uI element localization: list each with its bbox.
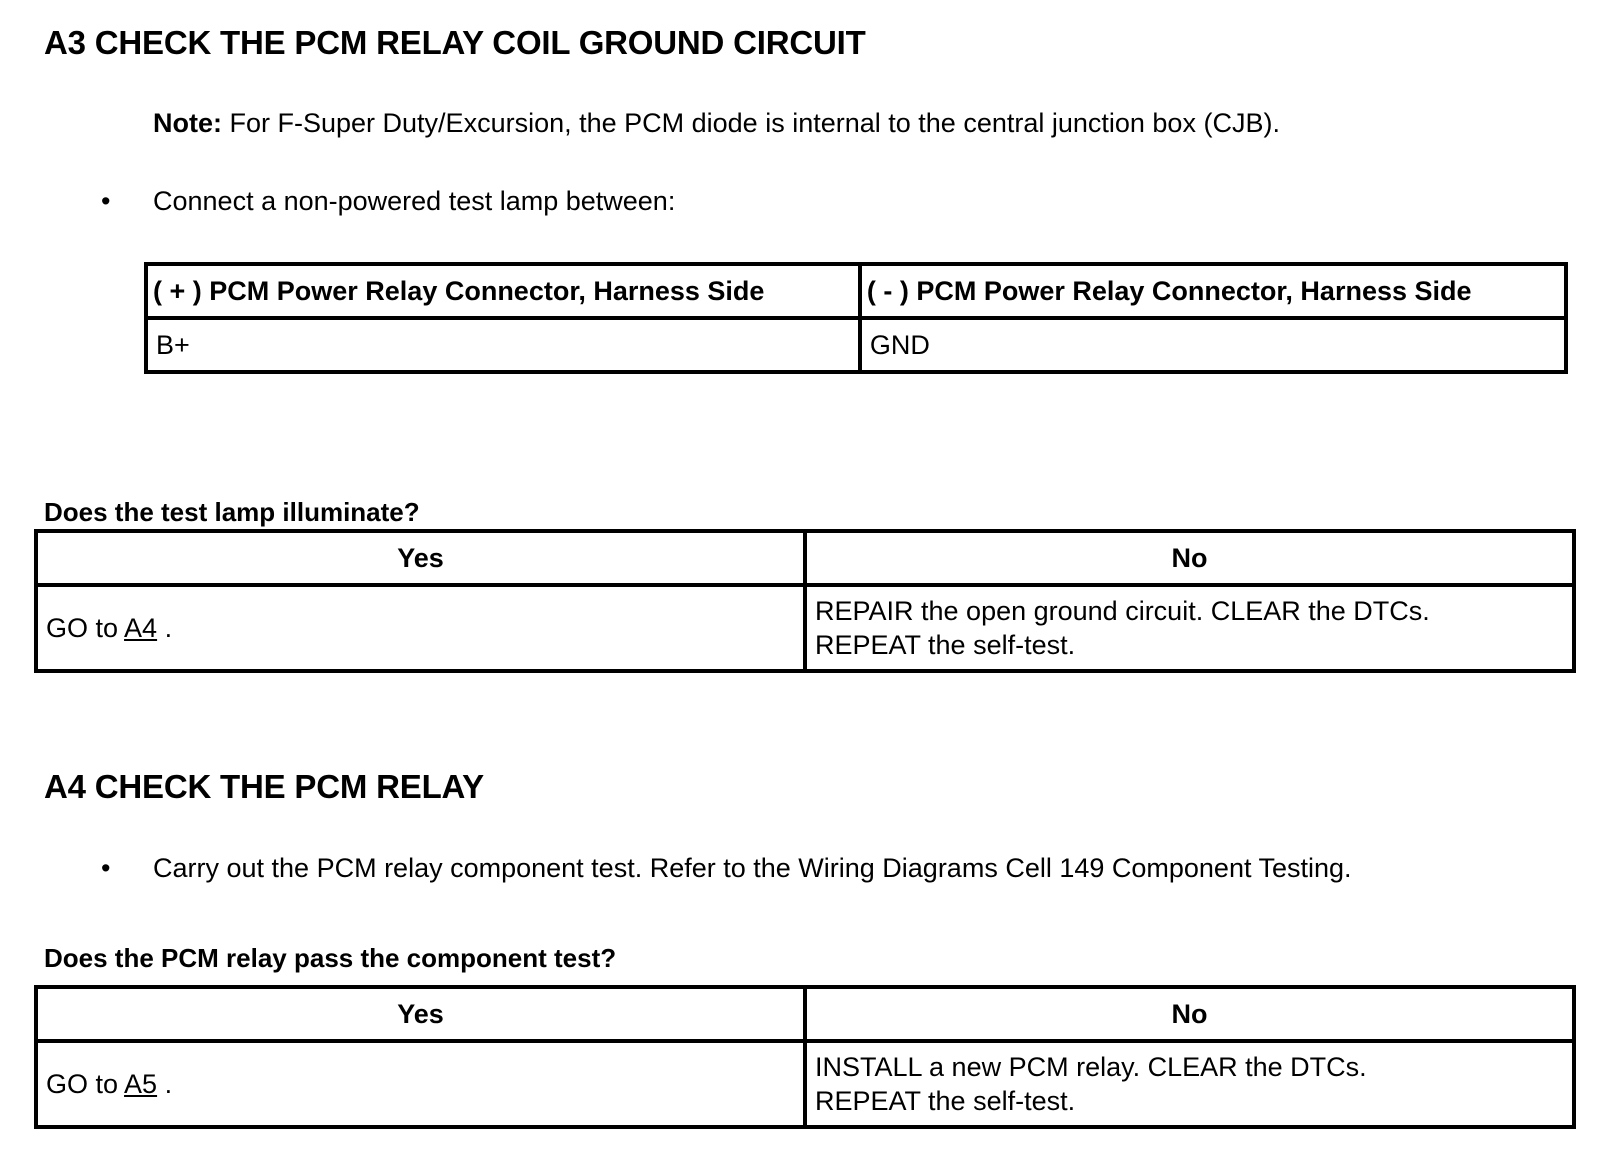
- bullet-icon: •: [101, 853, 111, 883]
- no-header: No: [805, 987, 1574, 1041]
- result-table-a4: [34, 985, 1576, 1129]
- table-row: [36, 585, 1574, 671]
- bullet-icon: •: [101, 186, 111, 216]
- table-row: [36, 1041, 1574, 1127]
- no-line-2: REPEAT the self-test.: [815, 1086, 1076, 1116]
- table-cell-positive: B+: [146, 318, 860, 372]
- link-a5[interactable]: A5: [124, 1069, 158, 1099]
- question-a4: Does the PCM relay pass the component test?: [44, 943, 617, 973]
- yes-cell: [36, 585, 805, 671]
- yes-header: Yes: [36, 531, 805, 585]
- no-line-1: INSTALL a new PCM relay. CLEAR the DTCs.: [815, 1052, 1367, 1082]
- bullet-connect-lamp: [101, 186, 676, 217]
- no-cell: [805, 1041, 1574, 1127]
- bullet-text: Carry out the PCM relay component test. Refer to the Wiring Diagrams Cell 149 Component Testing.: [153, 853, 1352, 883]
- section-a3-title: A3 CHECK THE PCM RELAY COIL GROUND CIRCUIT: [44, 24, 866, 61]
- no-line-1: REPAIR the open ground circuit. CLEAR the DTCs.: [815, 596, 1430, 626]
- yes-header: Yes: [36, 987, 805, 1041]
- table-row: [36, 987, 1574, 1041]
- link-a4[interactable]: A4: [124, 613, 158, 643]
- no-header: No: [805, 531, 1574, 585]
- yes-prefix: GO to: [46, 1069, 125, 1099]
- note-text: For F-Super Duty/Excursion, the PCM diode is internal to the central junction box (CJB).: [222, 108, 1280, 138]
- note-paragraph: [153, 108, 1280, 139]
- bullet-text: Connect a non-powered test lamp between:: [153, 186, 676, 216]
- no-line-2: REPEAT the self-test.: [815, 630, 1076, 660]
- table-header-negative: ( - ) PCM Power Relay Connector, Harness Side: [860, 264, 1566, 318]
- note-label: Note:: [153, 108, 222, 138]
- question-a3: Does the test lamp illuminate?: [44, 497, 420, 527]
- table-row: [36, 531, 1574, 585]
- table-cell-negative: GND: [860, 318, 1566, 372]
- yes-suffix: .: [157, 1069, 173, 1099]
- no-cell: [805, 585, 1574, 671]
- section-a4-title: A4 CHECK THE PCM RELAY: [44, 768, 484, 805]
- table-row: [146, 318, 1566, 372]
- result-table-a3: [34, 529, 1576, 673]
- yes-cell: [36, 1041, 805, 1127]
- table-row: [146, 264, 1566, 318]
- yes-prefix: GO to: [46, 613, 125, 643]
- connector-table: [144, 262, 1568, 374]
- yes-suffix: .: [157, 613, 173, 643]
- bullet-relay-test: [101, 853, 1352, 884]
- table-header-positive: ( + ) PCM Power Relay Connector, Harness Side: [146, 264, 860, 318]
